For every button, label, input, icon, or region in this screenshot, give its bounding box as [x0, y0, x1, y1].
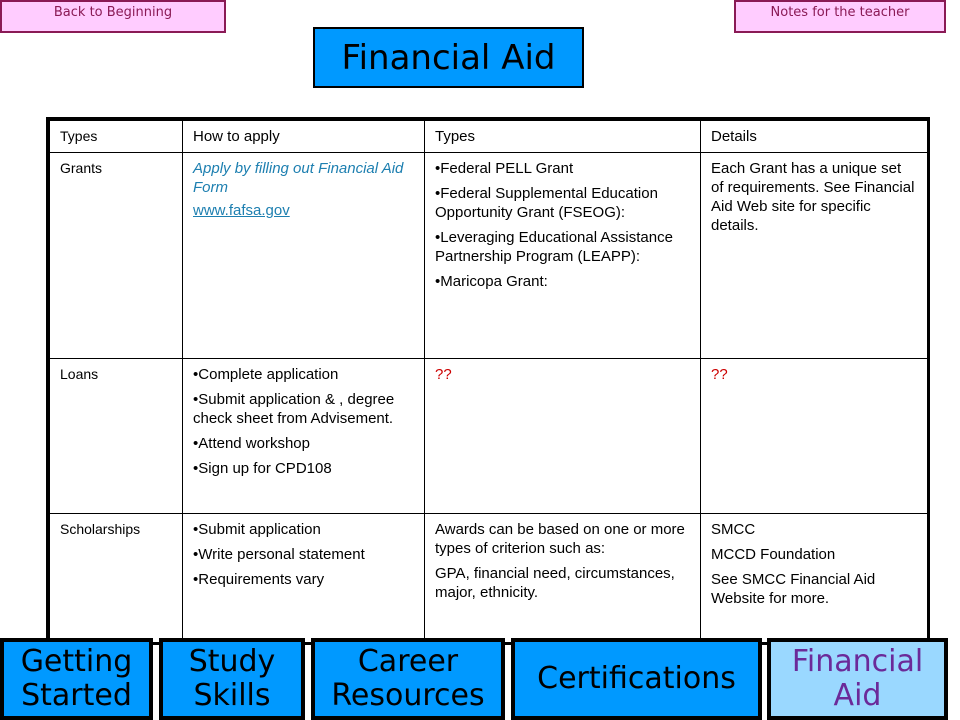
- financial-aid-table: [46, 117, 930, 645]
- list-item: • Submit application: [193, 520, 414, 539]
- list-item: • Federal Supplemental Education Opportunity Grant (FSEOG):: [435, 184, 690, 222]
- fafsa-link[interactable]: www.fafsa.gov: [193, 202, 290, 219]
- cell-types-scholarships: [425, 514, 701, 643]
- paragraph: GPA, financial need, circumstances, major, ethnicity.: [435, 565, 675, 601]
- table-row-scholarships: [50, 514, 928, 643]
- nav-label: Getting: [20, 644, 133, 679]
- cell-types-grants: [425, 153, 701, 359]
- nav-label: Started: [21, 678, 132, 713]
- nav-certifications-button[interactable]: [511, 638, 762, 720]
- table-row-grants: [50, 153, 928, 359]
- nav-label: Financial: [791, 644, 924, 679]
- list-item: • Requirements vary: [193, 570, 414, 589]
- paragraph: SMCC: [711, 521, 756, 538]
- cell-types-loans: [425, 359, 701, 514]
- cell-type-grants: Grants: [50, 153, 183, 359]
- unknown-value: ??: [711, 366, 728, 383]
- list-item: • Write personal statement: [193, 545, 414, 564]
- back-to-beginning-button[interactable]: Back to Beginning: [0, 0, 226, 33]
- cell-details-loans: [701, 359, 928, 514]
- cell-apply-grants: [183, 153, 425, 359]
- unknown-value: ??: [435, 366, 452, 383]
- notes-for-teacher-button[interactable]: Notes for the teacher: [734, 0, 946, 33]
- nav-study-skills-button[interactable]: [159, 638, 305, 720]
- cell-type-loans: Loans: [50, 359, 183, 514]
- nav-label: Skills: [193, 678, 271, 713]
- cell-details-scholarships: [701, 514, 928, 643]
- nav-label: Career: [357, 644, 459, 679]
- nav-label: Study: [188, 644, 276, 679]
- header-how-to-apply: How to apply: [183, 121, 425, 153]
- nav-career-resources-button[interactable]: [311, 638, 505, 720]
- page-title: Financial Aid: [313, 27, 584, 88]
- list-item: • Maricopa Grant:: [435, 272, 690, 291]
- nav-label: Resources: [331, 678, 485, 713]
- cell-apply-scholarships: [183, 514, 425, 643]
- cell-details-grants: Each Grant has a unique set of requirements. See Financial Aid Web site for specific details.: [701, 153, 928, 359]
- paragraph: MCCD Foundation: [711, 546, 836, 563]
- nav-label: Aid: [833, 678, 882, 713]
- list-item: • Submit application & , degree check sheet from Advisement.: [193, 390, 414, 428]
- table-row-loans: [50, 359, 928, 514]
- list-item: • Sign up for CPD108: [193, 459, 414, 478]
- nav-label: Certifications: [537, 661, 736, 696]
- header-details: Details: [701, 121, 928, 153]
- apply-instructions: Apply by filling out Financial Aid Form: [193, 160, 404, 196]
- list-item: • Attend workshop: [193, 434, 414, 453]
- header-types-2: Types: [425, 121, 701, 153]
- paragraph: Awards can be based on one or more types of criterion such as:: [435, 521, 685, 557]
- paragraph: See SMCC Financial Aid Website for more.: [711, 571, 876, 607]
- list-item: • Complete application: [193, 365, 414, 384]
- header-types: Types: [50, 121, 183, 153]
- list-item: • Federal PELL Grant: [435, 159, 690, 178]
- list-item: • Leveraging Educational Assistance Partnership Program (LEAPP):: [435, 228, 690, 266]
- cell-apply-loans: [183, 359, 425, 514]
- nav-financial-aid-button[interactable]: [767, 638, 948, 720]
- cell-type-scholarships: Scholarships: [50, 514, 183, 643]
- nav-getting-started-button[interactable]: [0, 638, 153, 720]
- table-header-row: [50, 121, 928, 153]
